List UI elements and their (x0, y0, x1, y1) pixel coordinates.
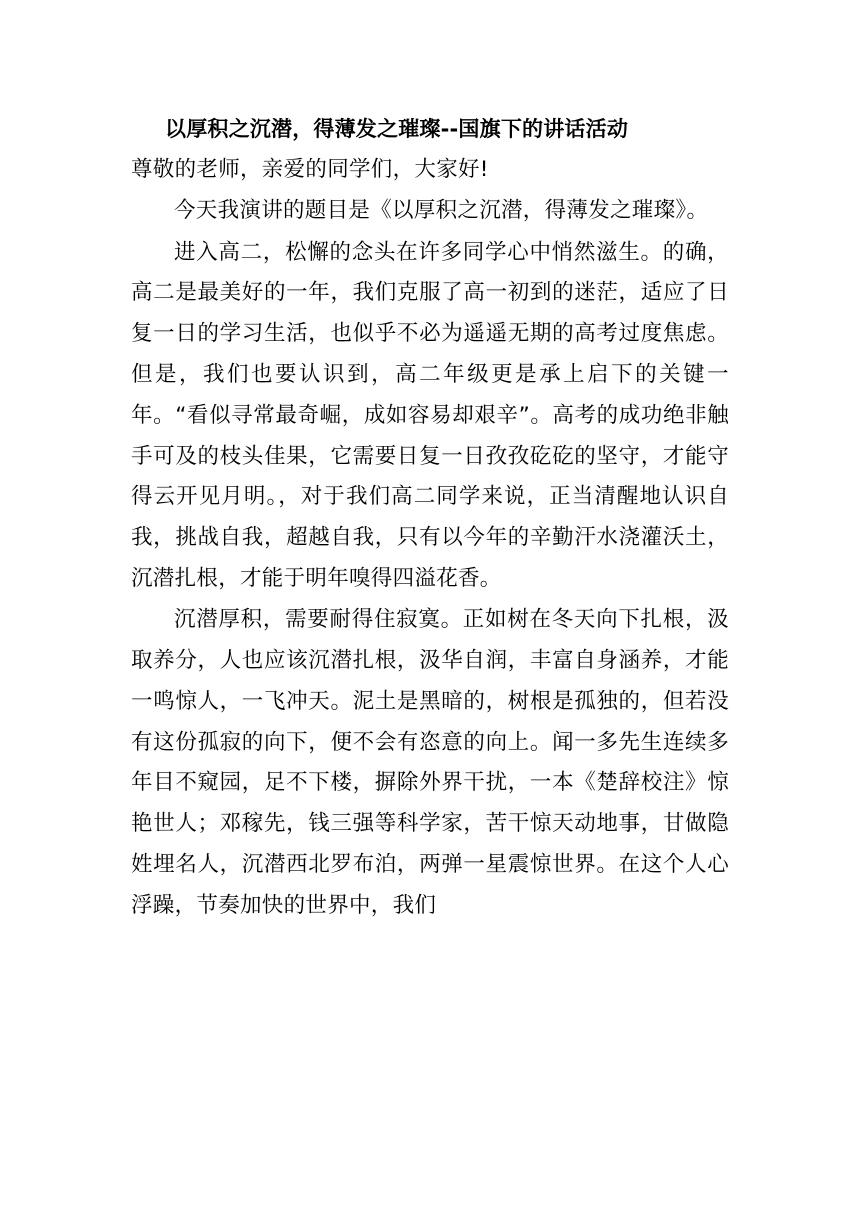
topic-paragraph: 今天我演讲的题目是《以厚积之沉潜，得薄发之璀璨》。 (174, 198, 709, 224)
body-paragraph-1: 进入高二，松懈的念头在许多同学心中悄然滋生。的确，高二是最美好的一年，我们克服了高一初到的迷茫，适应了日复一日的学习生活，也似乎不必为遥遥无期的高考过度焦虑。但是，我们也要认识到，高二年级更是承上启下的关键一年。“看似寻常最奇崛，成如容易却艰辛”。高考的成功绝非触手可及的枝头佳果，它需要日复一日孜孜矻矻的坚守，才能守得云开见月明。，对于我们高二同学来说，正当清醒地认识自我，挑战自我，超越自我，只有以今年的辛勤汗水浇灌沃土，沉潜扎根，才能于明年嗅得四溢花香。 (131, 239, 729, 591)
body-paragraph-2: 沉潜厚积，需要耐得住寂寞。正如树在冬天向下扎根，汲取养分，人也应该沉潜扎根，汲华自润，丰富自身涵养，才能一鸣惊人，一飞冲天。泥土是黑暗的，树根是孤独的，但若没有这份孤寂的向下，便不会有恣意的向上。闻一多先生连续多年目不窥园，足不下楼，摒除外界干扰，一本《楚辞校注》惊艳世人；邓稼先，钱三强等科学家，苦干惊天动地事，甘做隐姓埋名人，沉潜西北罗布泊，两弹一星震惊世界。在这个人心浮躁，节奏加快的世界中，我们 (131, 607, 729, 918)
greeting-paragraph: 尊敬的老师，亲爱的同学们，大家好! (131, 157, 489, 182)
document-page (131, 108, 729, 927)
document-title: 以厚积之沉潜，得薄发之璀璨--国旗下的讲话活动 (165, 117, 629, 141)
